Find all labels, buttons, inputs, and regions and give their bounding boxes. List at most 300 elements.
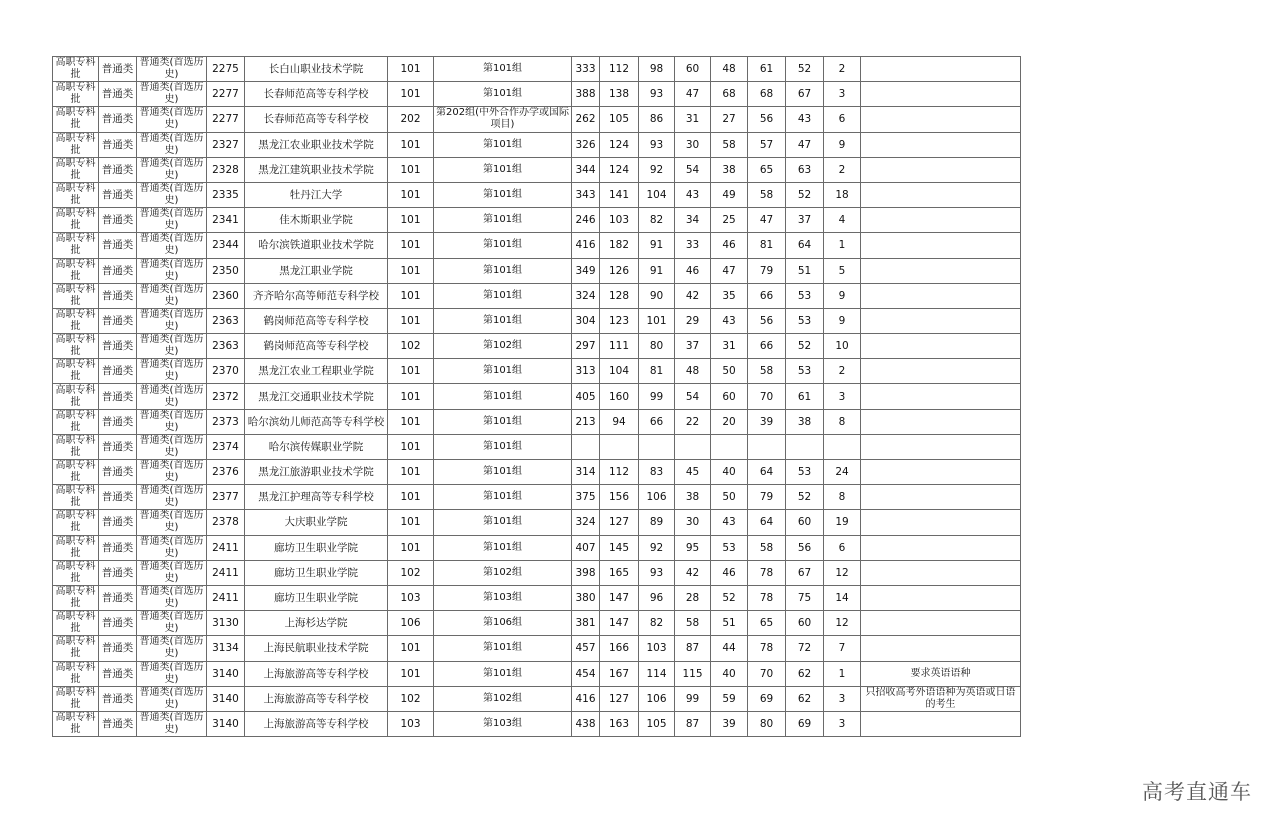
table-row: [53, 283, 1021, 308]
score-col-2: 81: [639, 359, 675, 384]
remark-cell: [861, 636, 1021, 661]
score-col-2: 82: [639, 611, 675, 636]
school-name-cell: 长春师范高等专科学校: [245, 82, 388, 107]
score-col-6: 37: [786, 208, 824, 233]
category-cell: 普通类: [99, 384, 137, 409]
table-row: [53, 334, 1021, 359]
count-cell: 12: [824, 611, 861, 636]
school-code-cell: 3140: [207, 686, 245, 711]
school-code-cell: 2377: [207, 485, 245, 510]
score-col-3: 30: [675, 510, 711, 535]
subject-type-cell: 普通类(首选历史): [137, 636, 207, 661]
score-col-5: 58: [748, 359, 786, 384]
score-col-1: 127: [600, 510, 639, 535]
school-code-cell: 2372: [207, 384, 245, 409]
score-col-4: 59: [711, 686, 748, 711]
batch-cell: 高职专科批: [53, 434, 99, 459]
remark-cell: [861, 510, 1021, 535]
score-col-4: 46: [711, 233, 748, 258]
category-cell: 普通类: [99, 711, 137, 736]
school-name-cell: 黑龙江护理高等专科学校: [245, 485, 388, 510]
group-name-cell: 第101组: [434, 57, 572, 82]
score-col-4: 48: [711, 57, 748, 82]
group-name-cell: 第101组: [434, 258, 572, 283]
school-code-cell: 2277: [207, 82, 245, 107]
total-score-cell: 344: [572, 157, 600, 182]
count-cell: 8: [824, 409, 861, 434]
score-col-5: 79: [748, 485, 786, 510]
score-col-1: 94: [600, 409, 639, 434]
group-name-cell: 第101组: [434, 485, 572, 510]
subject-type-cell: 普通类(首选历史): [137, 661, 207, 686]
remark-cell: [861, 560, 1021, 585]
group-name-cell: 第106组: [434, 611, 572, 636]
total-score-cell: 416: [572, 686, 600, 711]
count-cell: 18: [824, 182, 861, 207]
score-col-6: 52: [786, 485, 824, 510]
score-col-4: 43: [711, 308, 748, 333]
group-name-cell: 第101组: [434, 182, 572, 207]
score-col-2: 105: [639, 711, 675, 736]
score-col-1: 145: [600, 535, 639, 560]
score-col-1: 141: [600, 182, 639, 207]
score-col-3: 43: [675, 182, 711, 207]
score-col-2: 93: [639, 560, 675, 585]
batch-cell: 高职专科批: [53, 132, 99, 157]
group-code-cell: 101: [388, 510, 434, 535]
score-col-1: 160: [600, 384, 639, 409]
school-name-cell: 廊坊卫生职业学院: [245, 585, 388, 610]
score-col-1: 112: [600, 57, 639, 82]
score-col-4: 52: [711, 585, 748, 610]
batch-cell: 高职专科批: [53, 359, 99, 384]
school-name-cell: 长春师范高等专科学校: [245, 107, 388, 132]
score-col-2: 106: [639, 686, 675, 711]
score-col-5: 64: [748, 510, 786, 535]
batch-cell: 高职专科批: [53, 233, 99, 258]
count-cell: 24: [824, 460, 861, 485]
group-code-cell: 101: [388, 157, 434, 182]
remark-cell: [861, 334, 1021, 359]
school-name-cell: 大庆职业学院: [245, 510, 388, 535]
category-cell: 普通类: [99, 460, 137, 485]
group-name-cell: 第101组: [434, 359, 572, 384]
batch-cell: 高职专科批: [53, 711, 99, 736]
score-col-4: 51: [711, 611, 748, 636]
score-col-3: 31: [675, 107, 711, 132]
group-code-cell: 101: [388, 308, 434, 333]
score-col-6: 75: [786, 585, 824, 610]
group-name-cell: 第101组: [434, 535, 572, 560]
score-col-3: 60: [675, 57, 711, 82]
score-col-6: 52: [786, 334, 824, 359]
score-col-6: 53: [786, 283, 824, 308]
group-name-cell: 第101组: [434, 434, 572, 459]
score-col-3: 46: [675, 258, 711, 283]
total-score-cell: 333: [572, 57, 600, 82]
remark-cell: [861, 82, 1021, 107]
subject-type-cell: 普通类(首选历史): [137, 208, 207, 233]
score-col-2: 82: [639, 208, 675, 233]
school-name-cell: 黑龙江农业工程职业学院: [245, 359, 388, 384]
score-col-1: 124: [600, 132, 639, 157]
score-col-6: 56: [786, 535, 824, 560]
total-score-cell: 375: [572, 485, 600, 510]
score-col-5: 70: [748, 661, 786, 686]
group-name-cell: 第101组: [434, 460, 572, 485]
group-code-cell: 101: [388, 661, 434, 686]
group-code-cell: 101: [388, 283, 434, 308]
school-name-cell: 上海民航职业技术学院: [245, 636, 388, 661]
score-col-5: 61: [748, 57, 786, 82]
score-col-1: 182: [600, 233, 639, 258]
score-col-2: 104: [639, 182, 675, 207]
total-score-cell: 262: [572, 107, 600, 132]
school-code-cell: 2335: [207, 182, 245, 207]
remark-cell: [861, 535, 1021, 560]
batch-cell: 高职专科批: [53, 485, 99, 510]
score-col-5: 58: [748, 535, 786, 560]
table-row: [53, 560, 1021, 585]
score-col-2: 91: [639, 258, 675, 283]
school-name-cell: 鹤岗师范高等专科学校: [245, 334, 388, 359]
category-cell: 普通类: [99, 409, 137, 434]
table-row: [53, 686, 1021, 711]
score-col-2: 93: [639, 82, 675, 107]
score-col-4: 50: [711, 485, 748, 510]
category-cell: 普通类: [99, 157, 137, 182]
group-code-cell: 101: [388, 82, 434, 107]
score-col-4: 47: [711, 258, 748, 283]
total-score-cell: 380: [572, 585, 600, 610]
table-row: [53, 233, 1021, 258]
total-score-cell: 304: [572, 308, 600, 333]
score-col-1: 167: [600, 661, 639, 686]
score-col-1: 138: [600, 82, 639, 107]
count-cell: 2: [824, 359, 861, 384]
school-name-cell: 上海旅游高等专科学校: [245, 686, 388, 711]
score-col-4: 60: [711, 384, 748, 409]
score-col-1: 123: [600, 308, 639, 333]
school-name-cell: 黑龙江农业职业技术学院: [245, 132, 388, 157]
total-score-cell: 416: [572, 233, 600, 258]
batch-cell: 高职专科批: [53, 384, 99, 409]
count-cell: 3: [824, 384, 861, 409]
category-cell: 普通类: [99, 485, 137, 510]
score-col-4: 44: [711, 636, 748, 661]
score-col-2: 101: [639, 308, 675, 333]
school-code-cell: 2370: [207, 359, 245, 384]
group-code-cell: 101: [388, 233, 434, 258]
school-code-cell: 2275: [207, 57, 245, 82]
remark-cell: [861, 258, 1021, 283]
score-col-2: 91: [639, 233, 675, 258]
score-col-3: 47: [675, 82, 711, 107]
category-cell: 普通类: [99, 661, 137, 686]
score-col-2: 86: [639, 107, 675, 132]
remark-cell: [861, 57, 1021, 82]
count-cell: 6: [824, 107, 861, 132]
score-col-4: 25: [711, 208, 748, 233]
score-col-1: 147: [600, 611, 639, 636]
admission-score-table: [52, 56, 1021, 737]
remark-cell: [861, 485, 1021, 510]
score-col-5: 64: [748, 460, 786, 485]
school-code-cell: 2328: [207, 157, 245, 182]
subject-type-cell: 普通类(首选历史): [137, 132, 207, 157]
school-name-cell: 廊坊卫生职业学院: [245, 560, 388, 585]
category-cell: 普通类: [99, 585, 137, 610]
score-col-2: 114: [639, 661, 675, 686]
subject-type-cell: 普通类(首选历史): [137, 434, 207, 459]
table-row: [53, 258, 1021, 283]
batch-cell: 高职专科批: [53, 661, 99, 686]
score-col-5: 47: [748, 208, 786, 233]
remark-cell: [861, 233, 1021, 258]
subject-type-cell: 普通类(首选历史): [137, 409, 207, 434]
school-code-cell: 2350: [207, 258, 245, 283]
batch-cell: 高职专科批: [53, 57, 99, 82]
score-col-6: 67: [786, 82, 824, 107]
group-name-cell: 第101组: [434, 82, 572, 107]
score-col-6: 63: [786, 157, 824, 182]
total-score-cell: 407: [572, 535, 600, 560]
school-code-cell: 3140: [207, 661, 245, 686]
score-col-3: 42: [675, 560, 711, 585]
score-col-4: 46: [711, 560, 748, 585]
category-cell: 普通类: [99, 258, 137, 283]
count-cell: [824, 434, 861, 459]
score-col-1: 126: [600, 258, 639, 283]
count-cell: 10: [824, 334, 861, 359]
table-row: [53, 384, 1021, 409]
batch-cell: 高职专科批: [53, 560, 99, 585]
score-col-1: 103: [600, 208, 639, 233]
score-col-3: 30: [675, 132, 711, 157]
table-row: [53, 460, 1021, 485]
category-cell: 普通类: [99, 182, 137, 207]
group-name-cell: 第101组: [434, 157, 572, 182]
table-row: [53, 82, 1021, 107]
table-row: [53, 57, 1021, 82]
school-name-cell: 上海旅游高等专科学校: [245, 711, 388, 736]
subject-type-cell: 普通类(首选历史): [137, 283, 207, 308]
subject-type-cell: 普通类(首选历史): [137, 535, 207, 560]
school-code-cell: 2327: [207, 132, 245, 157]
subject-type-cell: 普通类(首选历史): [137, 384, 207, 409]
count-cell: 3: [824, 82, 861, 107]
total-score-cell: 438: [572, 711, 600, 736]
total-score-cell: 324: [572, 283, 600, 308]
score-col-2: 106: [639, 485, 675, 510]
score-col-3: 45: [675, 460, 711, 485]
score-col-1: 104: [600, 359, 639, 384]
group-name-cell: 第101组: [434, 308, 572, 333]
score-col-3: [675, 434, 711, 459]
score-col-4: 38: [711, 157, 748, 182]
group-code-cell: 101: [388, 460, 434, 485]
total-score-cell: 324: [572, 510, 600, 535]
subject-type-cell: 普通类(首选历史): [137, 560, 207, 585]
count-cell: 9: [824, 308, 861, 333]
score-col-6: 61: [786, 384, 824, 409]
group-name-cell: 第101组: [434, 132, 572, 157]
batch-cell: 高职专科批: [53, 686, 99, 711]
score-col-5: 69: [748, 686, 786, 711]
count-cell: 19: [824, 510, 861, 535]
count-cell: 3: [824, 711, 861, 736]
score-col-6: [786, 434, 824, 459]
score-col-6: 53: [786, 308, 824, 333]
group-code-cell: 101: [388, 636, 434, 661]
score-col-3: 99: [675, 686, 711, 711]
score-col-6: 52: [786, 182, 824, 207]
score-col-2: 96: [639, 585, 675, 610]
score-col-2: 93: [639, 132, 675, 157]
group-code-cell: 101: [388, 258, 434, 283]
score-col-1: 112: [600, 460, 639, 485]
school-code-cell: 2411: [207, 535, 245, 560]
total-score-cell: 381: [572, 611, 600, 636]
category-cell: 普通类: [99, 107, 137, 132]
count-cell: 2: [824, 157, 861, 182]
score-col-1: 127: [600, 686, 639, 711]
subject-type-cell: 普通类(首选历史): [137, 359, 207, 384]
group-name-cell: 第101组: [434, 661, 572, 686]
subject-type-cell: 普通类(首选历史): [137, 711, 207, 736]
score-col-2: 90: [639, 283, 675, 308]
remark-cell: [861, 283, 1021, 308]
score-col-3: 48: [675, 359, 711, 384]
score-col-3: 54: [675, 384, 711, 409]
score-col-5: 66: [748, 334, 786, 359]
category-cell: 普通类: [99, 308, 137, 333]
batch-cell: 高职专科批: [53, 510, 99, 535]
remark-cell: [861, 182, 1021, 207]
remark-cell: [861, 460, 1021, 485]
school-code-cell: 3130: [207, 611, 245, 636]
school-name-cell: 上海杉达学院: [245, 611, 388, 636]
subject-type-cell: 普通类(首选历史): [137, 334, 207, 359]
total-score-cell: 398: [572, 560, 600, 585]
school-code-cell: 2373: [207, 409, 245, 434]
score-col-6: 38: [786, 409, 824, 434]
school-code-cell: 2363: [207, 308, 245, 333]
score-col-4: 35: [711, 283, 748, 308]
total-score-cell: 313: [572, 359, 600, 384]
score-col-6: 51: [786, 258, 824, 283]
group-name-cell: 第101组: [434, 510, 572, 535]
score-col-1: 166: [600, 636, 639, 661]
group-name-cell: 第102组: [434, 334, 572, 359]
score-col-5: 65: [748, 157, 786, 182]
score-col-5: 56: [748, 107, 786, 132]
score-col-2: 99: [639, 384, 675, 409]
category-cell: 普通类: [99, 560, 137, 585]
school-code-cell: 3140: [207, 711, 245, 736]
school-name-cell: 牡丹江大学: [245, 182, 388, 207]
group-code-cell: 103: [388, 711, 434, 736]
school-name-cell: 上海旅游高等专科学校: [245, 661, 388, 686]
score-col-5: 78: [748, 636, 786, 661]
school-name-cell: 黑龙江旅游职业技术学院: [245, 460, 388, 485]
group-name-cell: 第101组: [434, 208, 572, 233]
score-col-5: 80: [748, 711, 786, 736]
subject-type-cell: 普通类(首选历史): [137, 686, 207, 711]
school-code-cell: 2344: [207, 233, 245, 258]
table-row: [53, 182, 1021, 207]
score-col-2: 83: [639, 460, 675, 485]
score-col-4: [711, 434, 748, 459]
school-name-cell: 哈尔滨传媒职业学院: [245, 434, 388, 459]
score-col-1: 163: [600, 711, 639, 736]
remark-cell: [861, 409, 1021, 434]
group-code-cell: 101: [388, 182, 434, 207]
score-col-5: 79: [748, 258, 786, 283]
total-score-cell: [572, 434, 600, 459]
remark-cell: [861, 132, 1021, 157]
score-col-4: 40: [711, 661, 748, 686]
score-col-6: 64: [786, 233, 824, 258]
table-row: [53, 636, 1021, 661]
score-col-5: 78: [748, 585, 786, 610]
table-row: [53, 711, 1021, 736]
count-cell: 12: [824, 560, 861, 585]
category-cell: 普通类: [99, 57, 137, 82]
score-col-6: 47: [786, 132, 824, 157]
score-col-4: 31: [711, 334, 748, 359]
score-col-1: 128: [600, 283, 639, 308]
category-cell: 普通类: [99, 334, 137, 359]
group-code-cell: 101: [388, 434, 434, 459]
school-code-cell: 2363: [207, 334, 245, 359]
subject-type-cell: 普通类(首选历史): [137, 82, 207, 107]
table-row: [53, 208, 1021, 233]
batch-cell: 高职专科批: [53, 409, 99, 434]
table-row: [53, 157, 1021, 182]
group-name-cell: 第101组: [434, 409, 572, 434]
subject-type-cell: 普通类(首选历史): [137, 258, 207, 283]
score-col-2: 66: [639, 409, 675, 434]
score-col-3: 87: [675, 636, 711, 661]
school-code-cell: 2360: [207, 283, 245, 308]
score-col-5: 81: [748, 233, 786, 258]
table-row: [53, 409, 1021, 434]
table-row: [53, 434, 1021, 459]
group-code-cell: 101: [388, 208, 434, 233]
group-code-cell: 102: [388, 686, 434, 711]
batch-cell: 高职专科批: [53, 611, 99, 636]
total-score-cell: 246: [572, 208, 600, 233]
score-col-2: 89: [639, 510, 675, 535]
table-row: [53, 485, 1021, 510]
group-code-cell: 101: [388, 132, 434, 157]
total-score-cell: 314: [572, 460, 600, 485]
score-col-6: 62: [786, 686, 824, 711]
score-col-6: 60: [786, 611, 824, 636]
category-cell: 普通类: [99, 686, 137, 711]
school-name-cell: 佳木斯职业学院: [245, 208, 388, 233]
school-code-cell: 2376: [207, 460, 245, 485]
score-col-6: 43: [786, 107, 824, 132]
batch-cell: 高职专科批: [53, 585, 99, 610]
score-col-5: [748, 434, 786, 459]
score-col-6: 53: [786, 460, 824, 485]
score-col-2: 80: [639, 334, 675, 359]
batch-cell: 高职专科批: [53, 535, 99, 560]
category-cell: 普通类: [99, 359, 137, 384]
group-name-cell: 第101组: [434, 384, 572, 409]
